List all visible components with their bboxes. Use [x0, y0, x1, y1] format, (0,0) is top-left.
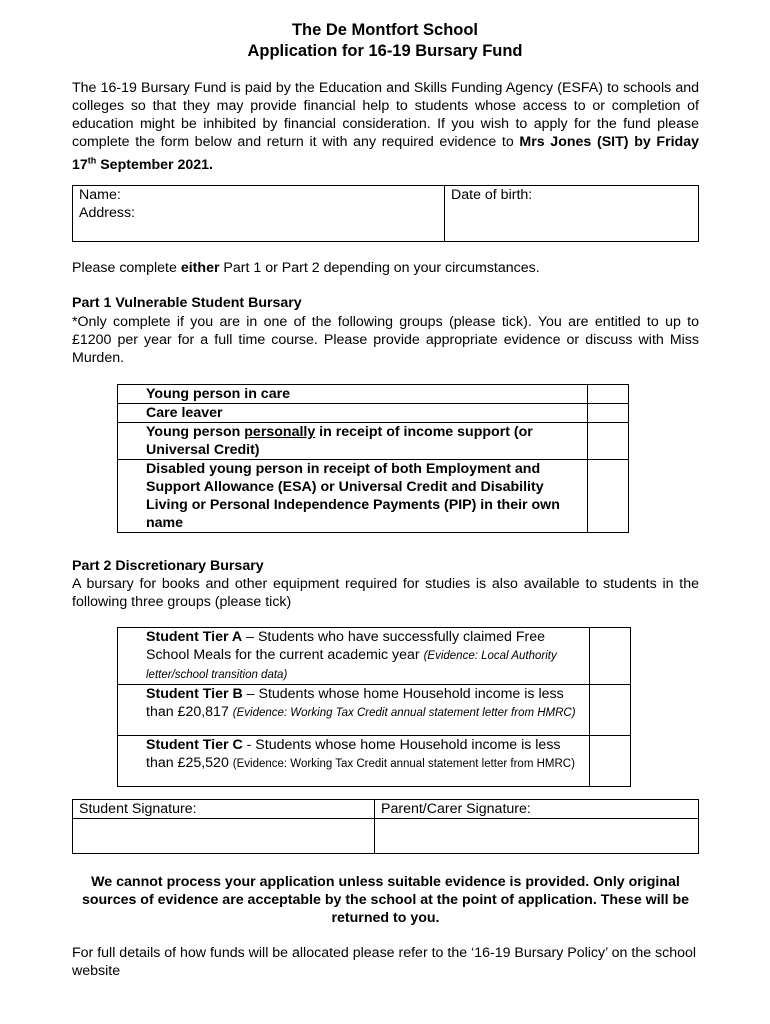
- instruction: Please complete either Part 1 or Part 2 depending on your circumstances.: [72, 260, 540, 276]
- tier-c-tickbox[interactable]: [590, 736, 631, 787]
- parent-signature-field[interactable]: [375, 819, 699, 854]
- tier-a-cell: Student Tier A – Students who have successfully claimed Free School Meals for the current academic year (Evidence: Local Authority letter/school transition data): [118, 628, 590, 685]
- part1-heading: Part 1 Vulnerable Student Bursary: [72, 295, 302, 311]
- part2-description: A bursary for books and other equipment required for studies is also available to students in the following three groups (please tick): [72, 576, 699, 610]
- dob-label: Date of birth:: [451, 187, 533, 203]
- part1-tickbox[interactable]: [588, 460, 629, 533]
- part2-heading: Part 2 Discretionary Bursary: [72, 558, 264, 574]
- part1-option: Young person personally in receipt of income support (or Universal Credit): [118, 423, 588, 460]
- personal-details-table: [72, 185, 699, 242]
- evidence-warning: We cannot process your application unless suitable evidence is provided. Only original sources of evidence are acceptable by the school at the point of application. These will be returned to you.: [81, 874, 690, 926]
- tier-name: Student Tier C: [146, 737, 243, 753]
- name-label: Name:: [79, 187, 121, 203]
- address-label: Address:: [79, 205, 135, 221]
- tier-a-tickbox[interactable]: [590, 628, 631, 685]
- intro-paragraph: [72, 79, 699, 174]
- signature-table: [72, 799, 699, 854]
- contact-person: Mrs Jones (SIT): [519, 134, 629, 150]
- tier-name: Student Tier B: [146, 686, 243, 702]
- school-name: The De Montfort School: [291, 21, 479, 39]
- part1-options-table: [117, 384, 629, 533]
- part1-option: Disabled young person in receipt of both Employment and Support Allowance (ESA) or Universal Credit and Disability Living or Personal Independence Payments (PIP) in their own name: [118, 460, 588, 533]
- form-title: Application for 16-19 Bursary Fund: [247, 42, 523, 60]
- part2-tiers-table: [117, 627, 631, 787]
- tier-c-cell: Student Tier C - Students whose home Household income is less than £25,520 (Evidence: Working Tax Credit annual statement letter from HMRC): [118, 736, 590, 787]
- part1-option: Young person in care: [118, 385, 588, 404]
- part1-description: *Only complete if you are in one of the following groups (please tick). You are entitled to up to £1200 per year for a full time course. Please provide appropriate evidence or discuss with Miss Murden.: [72, 314, 699, 366]
- tier-b-cell: Student Tier B – Students whose home Household income is less than £20,817 (Evidence: Working Tax Credit annual statement letter from HMRC): [118, 685, 590, 736]
- part1-tickbox[interactable]: [588, 385, 629, 404]
- name-address-cell[interactable]: [73, 186, 445, 242]
- tier-b-tickbox[interactable]: [590, 685, 631, 736]
- instruction-emphasis: either: [180, 260, 220, 276]
- intro-text: The 16-19 Bursary Fund is paid by the Education and Skills Funding Agency (ESFA) to schools and colleges so that they may provide financial help to students whose access to or completion of education might be inhibited by financial consideration. If you wish to apply for the fund please complete the form below and return it with any required evidence to: [72, 80, 699, 150]
- dob-cell[interactable]: [445, 186, 699, 242]
- deadline: by Friday 17th September 2021.: [72, 134, 699, 173]
- student-signature-label: Student Signature:: [73, 800, 375, 819]
- policy-footer: For full details of how funds will be allocated please refer to the ‘16-19 Bursary Policy’ on the school website: [72, 945, 697, 979]
- part1-option: Care leaver: [118, 404, 588, 423]
- student-signature-field[interactable]: [73, 819, 375, 854]
- parent-signature-label: Parent/Carer Signature:: [375, 800, 699, 819]
- part1-tickbox[interactable]: [588, 423, 629, 460]
- tier-name: Student Tier A: [146, 629, 243, 645]
- part1-tickbox[interactable]: [588, 404, 629, 423]
